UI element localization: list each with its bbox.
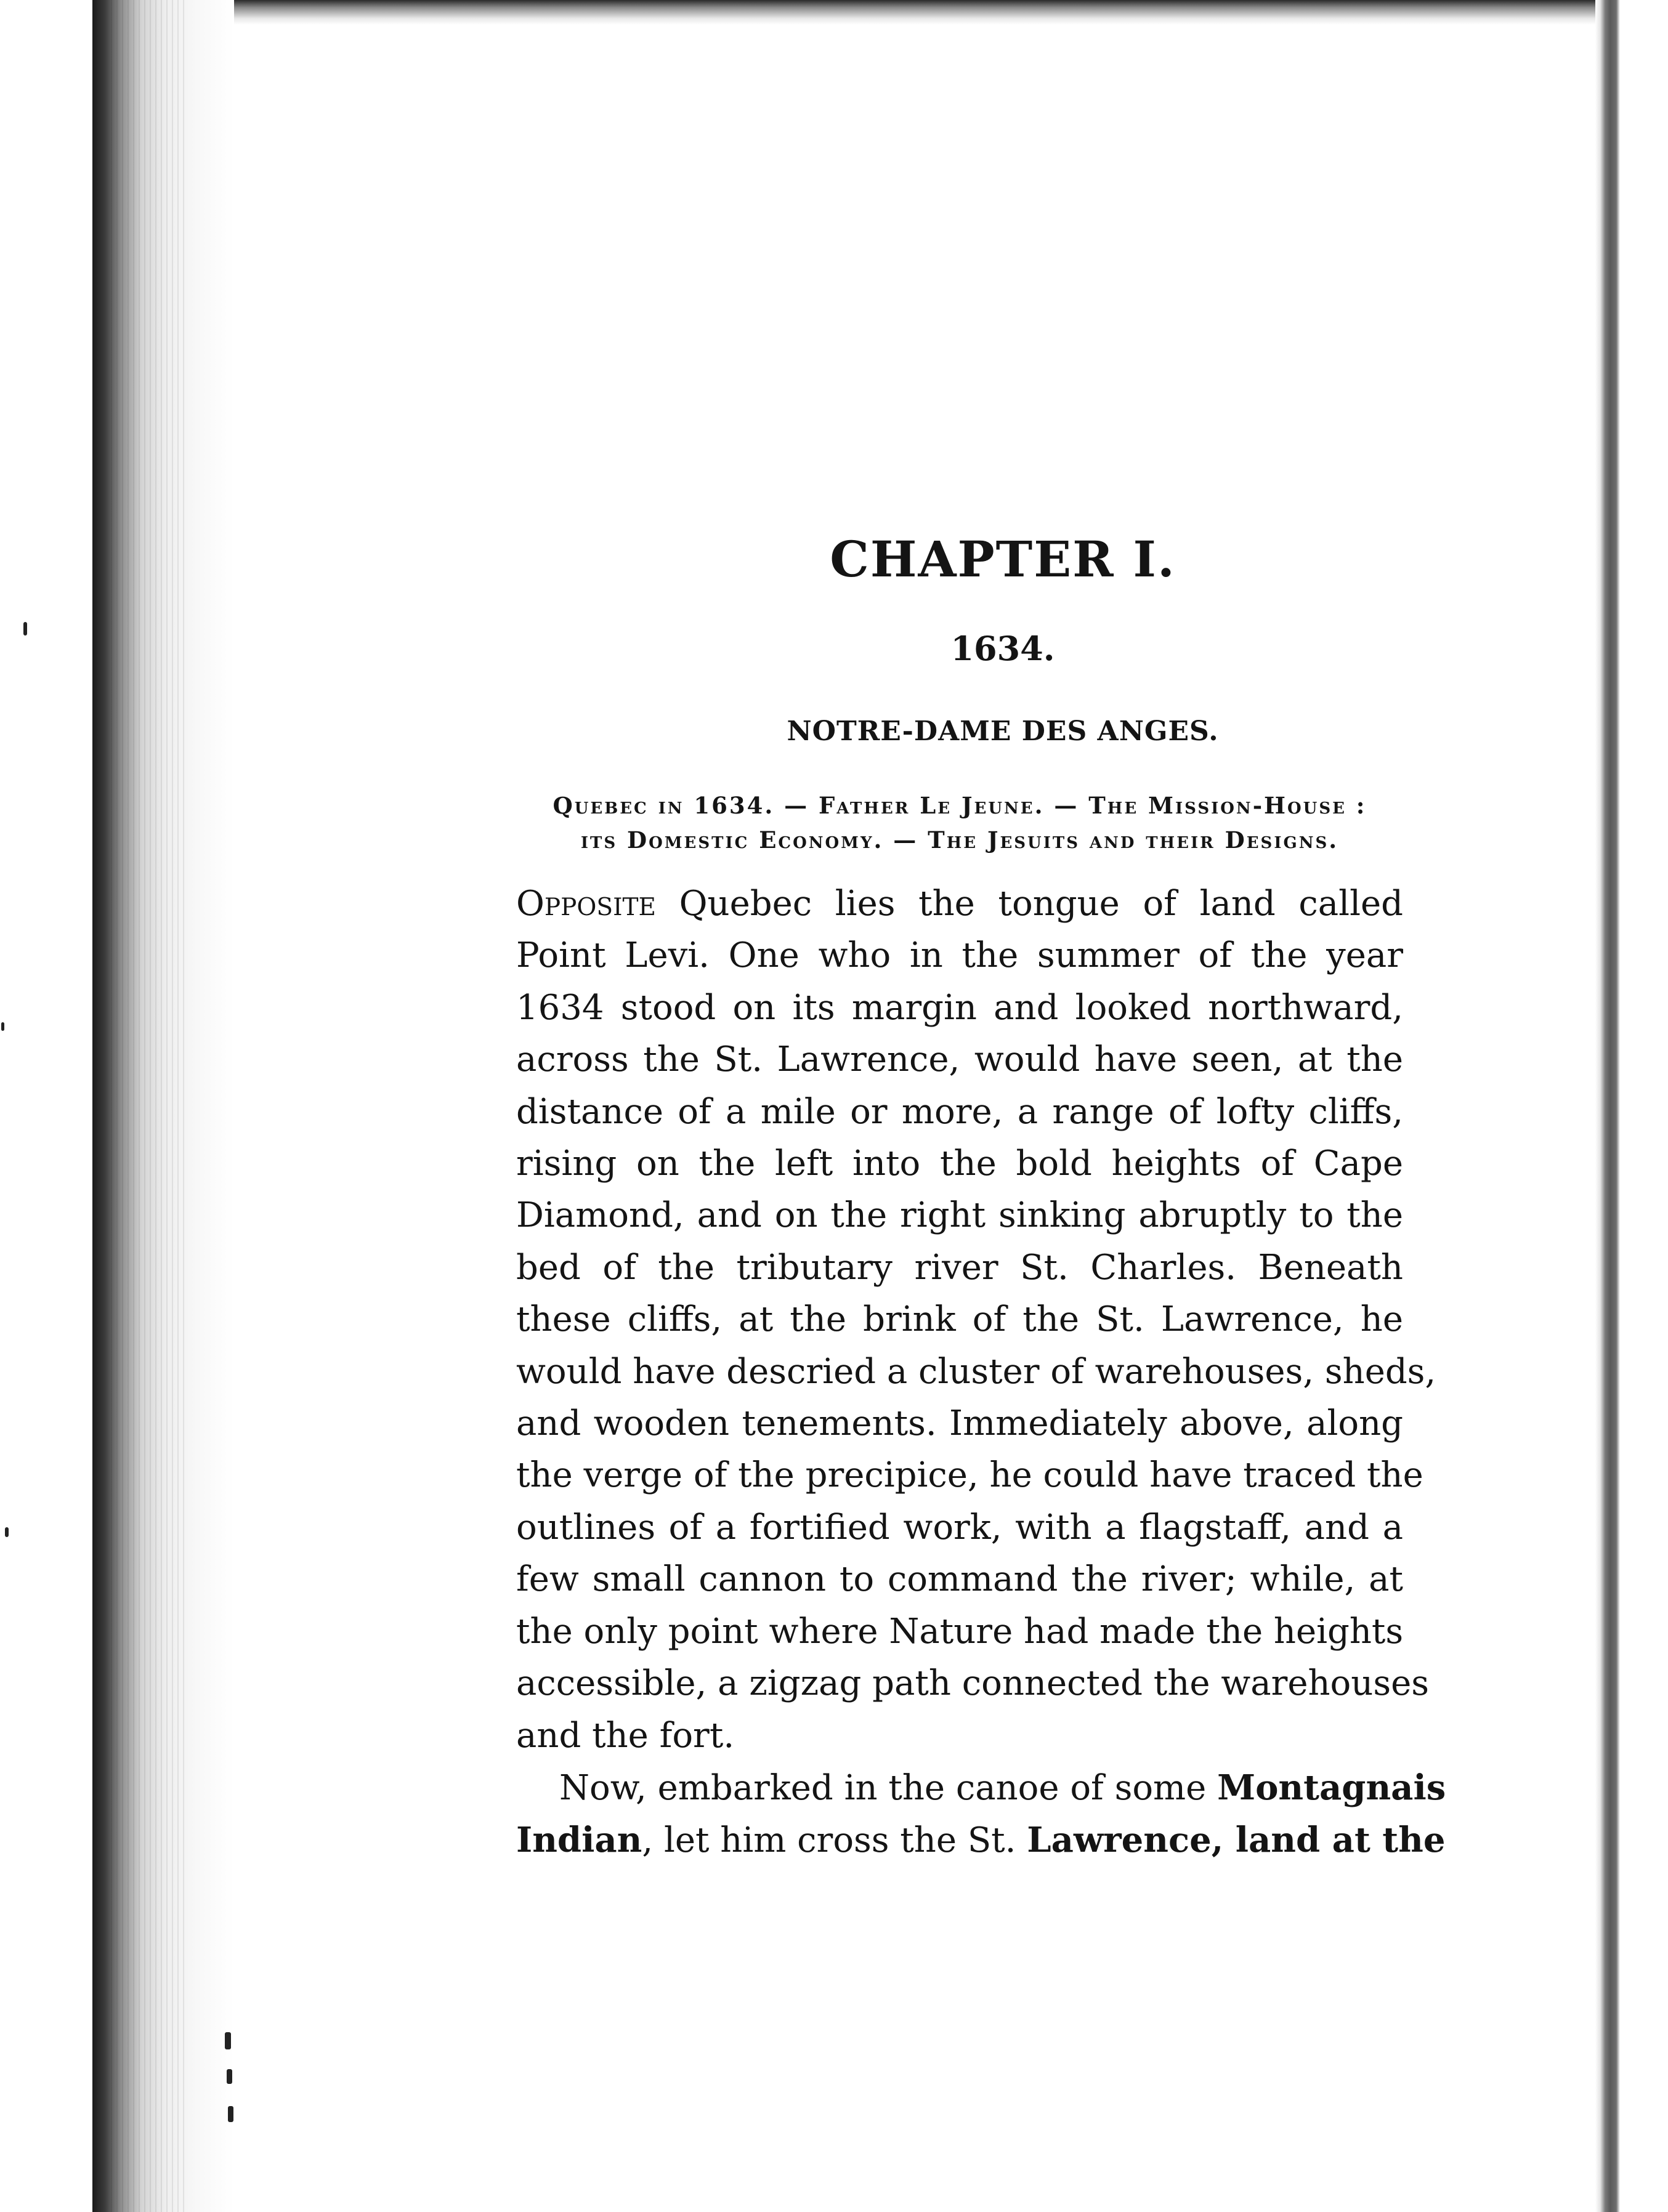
scan-edge-top <box>92 0 1595 25</box>
scan-speck <box>228 2106 233 2122</box>
chapter-title: CHAPTER I. <box>830 530 1176 588</box>
page-content <box>516 528 1446 1867</box>
paragraph-bold-text: Indian <box>516 1820 642 1861</box>
paragraph-line: accessible, a zigzag path connected the warehouses <box>516 1663 1429 1704</box>
paragraph-bold-text: Lawrence, land at the <box>1027 1820 1446 1861</box>
paragraph-2 <box>516 1762 1446 1867</box>
paragraph-line: the only point where Nature had made the heights <box>516 1611 1404 1652</box>
paragraph-line: few small cannon to command the river; while, at <box>516 1559 1403 1600</box>
paragraph-line: and wooden tenements. Immediately above, along <box>516 1403 1403 1444</box>
paragraph-line: Point Levi. One who in the summer of the year <box>516 935 1403 976</box>
scan-speck <box>225 2032 231 2049</box>
paragraph-line: across the St. Lawrence, would have seen, at the <box>516 1039 1403 1080</box>
scan-speck <box>1 1022 4 1031</box>
paragraph-line-text: Quebec lies the tongue of land called <box>655 884 1403 924</box>
paragraph-line: 1634 stood on its margin and looked northward, <box>516 987 1403 1028</box>
scan-edge-left <box>92 0 234 2212</box>
paragraph-line: and the fort. <box>516 1715 735 1756</box>
synopsis-line-1: Quebec in 1634. — Father Le Jeune. — The Mission-House : <box>553 792 1367 819</box>
chapter-subtitle: NOTRE-DAME DES ANGES. <box>787 716 1219 747</box>
paragraph-line: Diamond, and on the right sinking abruptly to the <box>516 1195 1403 1236</box>
scan-speck <box>227 2069 232 2084</box>
synopsis-line-2: its Domestic Economy. — The Jesuits and their Designs. <box>580 826 1339 854</box>
scan-edge-right <box>1595 0 1668 2212</box>
paragraph-line: rising on the left into the bold heights of Cape <box>516 1144 1403 1184</box>
paragraph-bold-text: Montagnais <box>1217 1767 1446 1808</box>
paragraph-line <box>516 1762 1446 1814</box>
paragraph-text: , let him cross the St. <box>642 1820 1027 1861</box>
paragraph-line <box>516 878 1403 930</box>
chapter-year: 1634. <box>950 629 1055 668</box>
paragraph-line: outlines of a fortified work, with a flagstaff, and a <box>516 1507 1403 1548</box>
opening-word: Opposite <box>516 884 656 924</box>
paragraph-line: bed of the tributary river St. Charles. Beneath <box>516 1247 1403 1288</box>
paragraph-1 <box>516 878 1436 1762</box>
scan-speck <box>23 622 27 636</box>
paragraph-line <box>516 1814 1446 1867</box>
paragraph-line: the verge of the precipice, he could have traced the <box>516 1455 1423 1496</box>
paragraph-line: would have descried a cluster of warehouses, sheds, <box>516 1351 1436 1392</box>
paragraph-text: Now, embarked in the canoe of some <box>559 1767 1218 1808</box>
paragraph-line: distance of a mile or more, a range of lofty cliffs, <box>516 1091 1403 1132</box>
chapter-synopsis <box>516 788 1403 857</box>
paragraph-line: these cliffs, at the brink of the St. Lawrence, he <box>516 1299 1403 1340</box>
scan-speck <box>5 1527 9 1537</box>
